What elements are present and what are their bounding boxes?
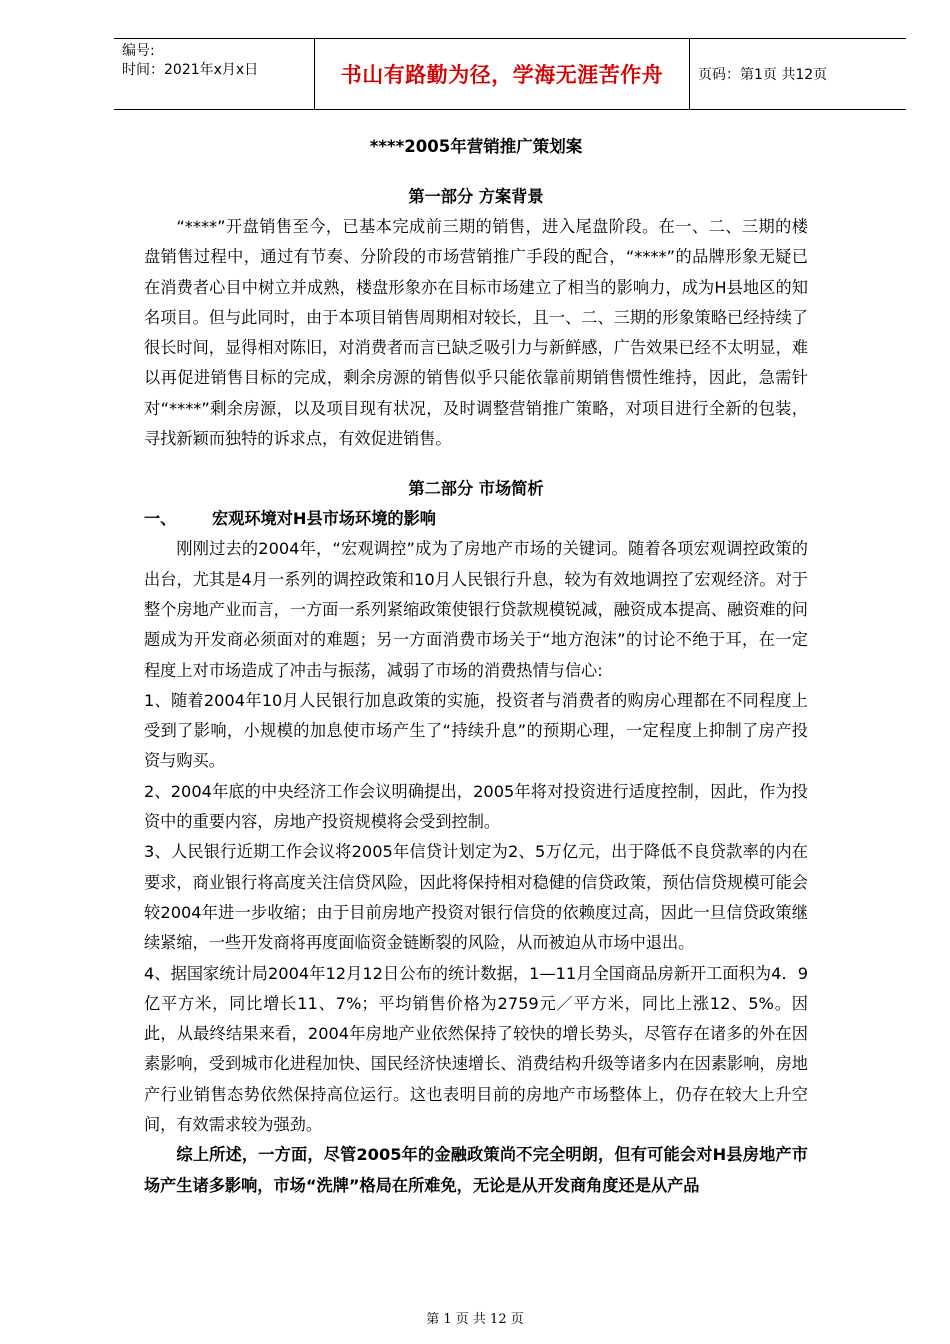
list-item-3: 3、人民银行近期工作会议将2005年信贷计划定为2、5万亿元，出于降低不良贷款率的内在要求，商业银行将高度关注信贷风险，因此将保持相对稳健的信贷政策，预估信贷规模可能会较2004年进一步收缩；由于目前房地产投资对银行信贷的依赖度过高，因此一旦信贷政策继续紧缩，一些开发商将再度面临资金链断裂的风险，从而被迫从市场中退出。 — [144, 842, 808, 953]
spacer — [144, 162, 808, 182]
part1-heading: 第一部分 方案背景 — [408, 187, 544, 206]
section1-intro: 刚刚过去的2004年，“宏观调控”成为了房地产市场的关键词。随着各项宏观调控政策的出台，尤其是4月一系列的调控政策和10月人民银行升息，较为有效地调控了宏观经济。对于整个房地产业而言，一方面一系列紧缩政策使银行贷款规模锐减，融资成本提高、融资难的问题成为开发商必须面对的难题；另一方面消费市场关于“地方泡沫”的讨论不绝于耳，在一定程度上对市场造成了冲击与振荡，减弱了市场的消费热情与信心: — [144, 539, 808, 680]
list-item-1: 1、随着2004年10月人民银行加息政策的实施，投资者与消费者的购房心理都在不同程度上受到了影响，小规模的加息使市场产生了“持续升息”的预期心理，一定程度上抑制了房产投资与购买。 — [144, 690, 808, 771]
document-body — [144, 132, 808, 1201]
list-item-2: 2、2004年底的中央经济工作会议明确提出，2005年将对投资进行适度控制，因此，作为投资中的重要内容，房地产投资规模将会受到控制。 — [144, 781, 808, 832]
header-page-info — [688, 39, 906, 109]
spacer — [144, 454, 808, 474]
summary-paragraph: 综上所述，一方面，尽管2005年的金融政策尚不完全明朗，但有可能会对H县房地产市场产生诸多影响，市场“洗牌”格局在所难免，无论是从开发商角度还是从产品 — [144, 1145, 808, 1195]
document-title: ****2005年营销推广策划案 — [369, 137, 583, 156]
list-item-4: 4、据国家统计局2004年12月12日公布的统计数据，1—11月全国商品房新开工面积为4．9亿平方米，同比增长11、7%；平均销售价格为2759元／平方米，同比上涨12、5%。因此，从最终结果来看，2004年房地产业依然保持了较快的增长势头，尽管存在诸多的外在因素影响，受到城市化进程加快、国民经济快速增长、消费结构升级等诸多内在因素影响，房地产行业销售态势依然保持高位运行。这也表明目前的房地产市场整体上，仍存在较大上升空间，有效需求较为强劲。 — [144, 963, 808, 1135]
header-motto-cell — [314, 39, 690, 109]
page-header — [114, 38, 906, 110]
section1-number: 一、 — [144, 509, 177, 529]
motto-text: 书山有路勤为径，学海无涯苦作舟 — [340, 62, 664, 87]
part1-paragraph: “****”开盘销售至今，已基本完成前三期的销售，进入尾盘阶段。在一、二、三期的楼盘销售过程中，通过有节奏、分阶段的市场营销推广手段的配合，“****”的品牌形象无疑已在消费者心目中树立并成熟，楼盘形象亦在目标市场建立了相当的影响力，成为H县地区的知名项目。但与此同时，由于本项目销售周期相对较长，且一、二、三期的形象策略已经持续了很长时间，显得相对陈旧，对消费者而言已缺乏吸引力与新鲜感，广告效果已经不太明显，难以再促进销售目标的完成，剩余房源的销售似乎只能依靠前期销售惯性维持，因此，急需针对“****”剩余房源，以及项目现有状况，及时调整营销推广策略，对项目进行全新的包装，寻找新颖而独特的诉求点，有效促进销售。 — [144, 217, 808, 449]
part2-heading: 第二部分 市场简析 — [408, 479, 544, 499]
header-meta — [114, 39, 314, 109]
section1-heading — [144, 504, 808, 534]
time-label: 时间：2021年x月x日 — [122, 62, 259, 78]
section1-title: 宏观环境对H县市场环境的影响 — [212, 509, 436, 529]
page-info-text: 页码：第1页 共12页 — [698, 67, 828, 83]
number-label: 编号: — [122, 43, 155, 59]
page-footer: 第 1 页 共 12 页 — [426, 1312, 524, 1327]
